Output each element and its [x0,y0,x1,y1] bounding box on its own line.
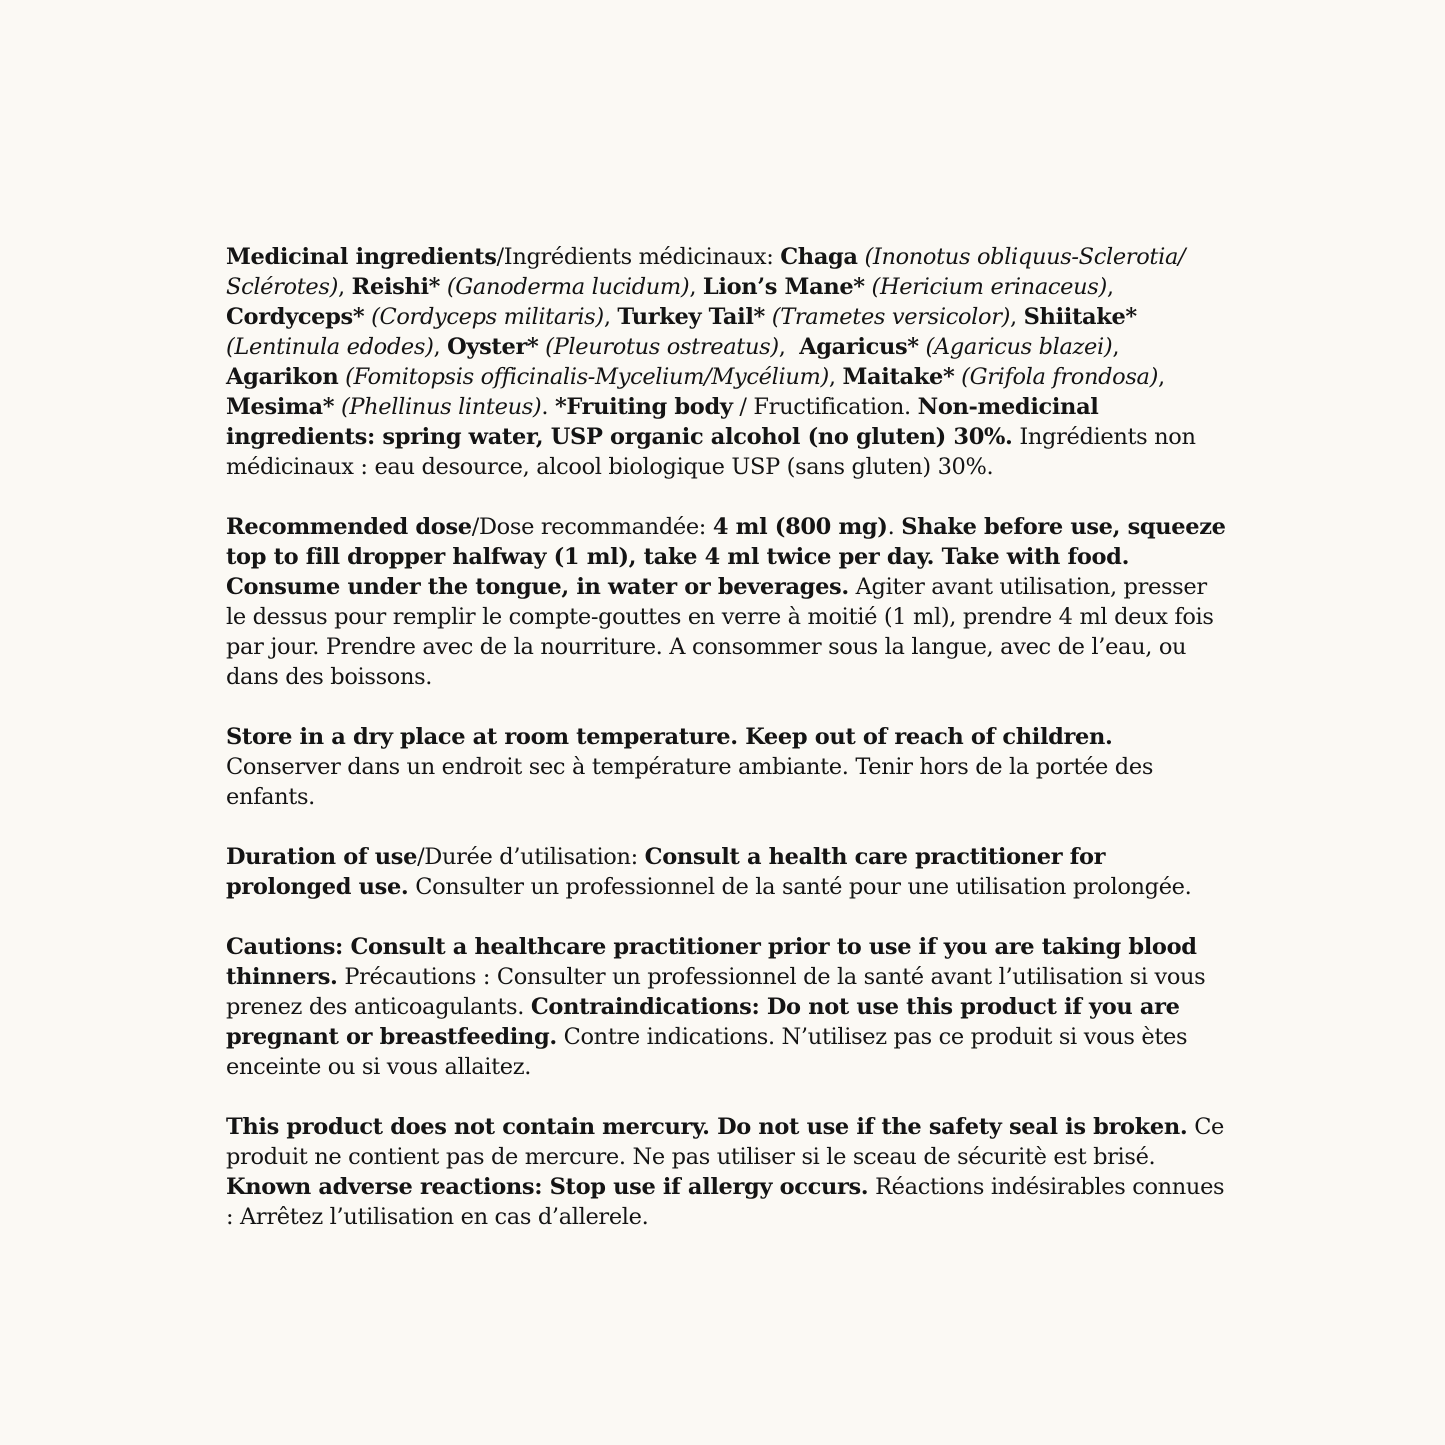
ingredient-maitake: Maitake* [842,364,955,390]
contraindications-fr: Contre indications. N’utilisez pas ce produit si vous ètes enceinte ou si vous allaitez. [226,1024,1188,1080]
ingredient-agaricus-latin: (Agaricus blazei) [918,334,1113,360]
fruiting-body-note-fr: / Fructification. [732,394,918,420]
ingredient-chaga: Chaga [780,244,858,270]
cautions-en: Cautions: Consult a healthcare practitioner prior to use if you are taking blood thinners. [226,934,1197,990]
ingredient-maitake-latin: (Grifola frondosa) [954,364,1159,390]
dose-label-fr: /Dose recommandée: [471,514,713,540]
ingredient-chaga-latin: (Inonotus obliquus-Sclerotia/ Sclérotes) [226,244,1186,300]
contraindications-en: Contraindications: Do not use this product if you are pregnant or breastfeeding. [226,994,1180,1050]
safety-fr: Ce produit ne contient pas de mercure. Ne pas utiliser si le sceau de sécuritè est brisé. [226,1114,1225,1170]
ingredient-agarikon-latin: (Fomitopsis officinalis-Mycelium/Mycélium) [338,364,829,390]
ingredient-reishi-latin: (Ganoderma lucidum) [440,274,690,300]
ingredients-paragraph: Medicinal ingredients/Ingrédients médicinaux: Chaga (Inonotus obliquus-Sclerotia/ Sclérotes), Reishi* (Ganoderma lucidum), Lion’s Mane* (Hericium erinaceus), Cordyceps* (Cordyceps militaris), Turkey Tail* (Trametes versicolor), Shiitake* (Lentinula edodes), Oyster* (Pleurotus ostreatus), Agaricus* (Agaricus blazei), Agarikon (Fomitopsis officinalis-Mycelium/Mycélium), Maitake* (Grifola frondosa), Mesima* (Phellinus linteus). *Fruiting body / Fructification. Non-medicinal ingredients: spring water, USP organic alcohol (no gluten) 30%. Ingrédients non médicinaux : eau desource, alcool biologique USP (sans gluten) 30%. [226,244,1196,480]
cautions-paragraph [226,932,1226,1082]
fruiting-body-note: *Fruiting body [554,394,733,420]
storage-paragraph [226,722,1226,812]
non-medicinal-ingredients-en: Non-medicinal ingredients: spring water, USP organic alcohol (no gluten) 30%. [226,394,1099,450]
ingredient-shiitake-latin: (Lentinula edodes) [226,334,434,360]
dose-label: Recommended dose [226,514,472,540]
duration-en: Consult a health care practitioner for prolonged use. [226,844,1106,900]
ingredient-cordyceps-latin: (Cordyceps militaris) [364,304,604,330]
medicinal-ingredients-label: Medicinal ingredients [226,244,497,270]
ingredient-agaricus: Agaricus* [799,334,919,360]
storage-en: Store in a dry place at room temperature. Keep out of reach of children. [226,724,1113,750]
cautions-fr: Précautions : Consulter un professionnel de la santé avant l’utilisation si vous prenez des anticoagulants. [226,964,1206,1020]
ingredient-cordyceps: Cordyceps* [226,304,365,330]
ingredient-mesima-latin: (Phellinus linteus) [334,394,542,420]
non-medicinal-ingredients-fr: Ingrédients non médicinaux : eau desource, alcool biologique USP (sans gluten) 30%. [226,424,1196,480]
ingredient-turkey-tail: Turkey Tail* [617,304,765,330]
duration-fr: Consulter un professionnel de la santé pour une utilisation prolongée. [408,874,1192,900]
adverse-reactions-fr: Réactions indésirables connues : Arrêtez l’utilisation en cas d’allerele. [226,1174,1225,1230]
dose-instructions-fr: Agiter avant utilisation, presser le dessus pour remplir le compte-gouttes en verre à moitié (1 ml), prendre 4 ml deux fois par jour. Prendre avec de la nourriture. A consommer sous la langue, avec de l’eau, ou dans des boissons. [226,574,1214,690]
dose-amount: 4 ml (800 mg) [712,514,888,540]
ingredient-lions-mane: Lion’s Mane* [702,274,865,300]
ingredient-mesima: Mesima* [226,394,335,420]
duration-label-fr: /Durée d’utilisation: [417,844,645,870]
ingredient-agarikon: Agarikon [226,364,339,390]
product-label-text [226,242,1226,1262]
ingredient-lions-mane-latin: (Hericium erinaceus) [864,274,1107,300]
ingredient-oyster: Oyster* [447,334,539,360]
ingredient-oyster-latin: (Pleurotus ostreatus) [538,334,779,360]
safety-en: This product does not contain mercury. Do not use if the safety seal is broken. [226,1114,1188,1140]
medicinal-ingredients-label-fr: /Ingrédients médicinaux: [496,244,781,270]
ingredient-shiitake: Shiitake* [1023,304,1137,330]
duration-label: Duration of use [226,844,418,870]
duration-paragraph [226,842,1226,902]
storage-fr: Conserver dans un endroit sec à température ambiante. Tenir hors de la portée des enfants. [226,754,1154,810]
adverse-reactions-en: Known adverse reactions: Stop use if allergy occurs. [226,1174,869,1200]
dose-instructions-en: Shake before use, squeeze top to fill dropper halfway (1 ml), take 4 ml twice per day. Take with food. Consume under the tongue, in water or beverages. [226,514,1226,600]
ingredient-turkey-tail-latin: (Trametes versicolor) [764,304,1011,330]
dose-paragraph: Recommended dose/Dose recommandée: 4 ml (800 mg). Shake before use, squeeze top to fill dropper halfway (1 ml), take 4 ml twice per day. Take with food. Consume under the tongue, in water or beverages. Agiter avant utilisation, presser le dessus pour remplir le compte-gouttes en verre à moitié (1 ml), prendre 4 ml deux fois par jour. Prendre avec de la nourriture. A consommer sous la langue, avec de l’eau, ou dans des boissons. [226,514,1226,690]
ingredient-reishi: Reishi* [351,274,441,300]
safety-paragraph [226,1112,1226,1232]
